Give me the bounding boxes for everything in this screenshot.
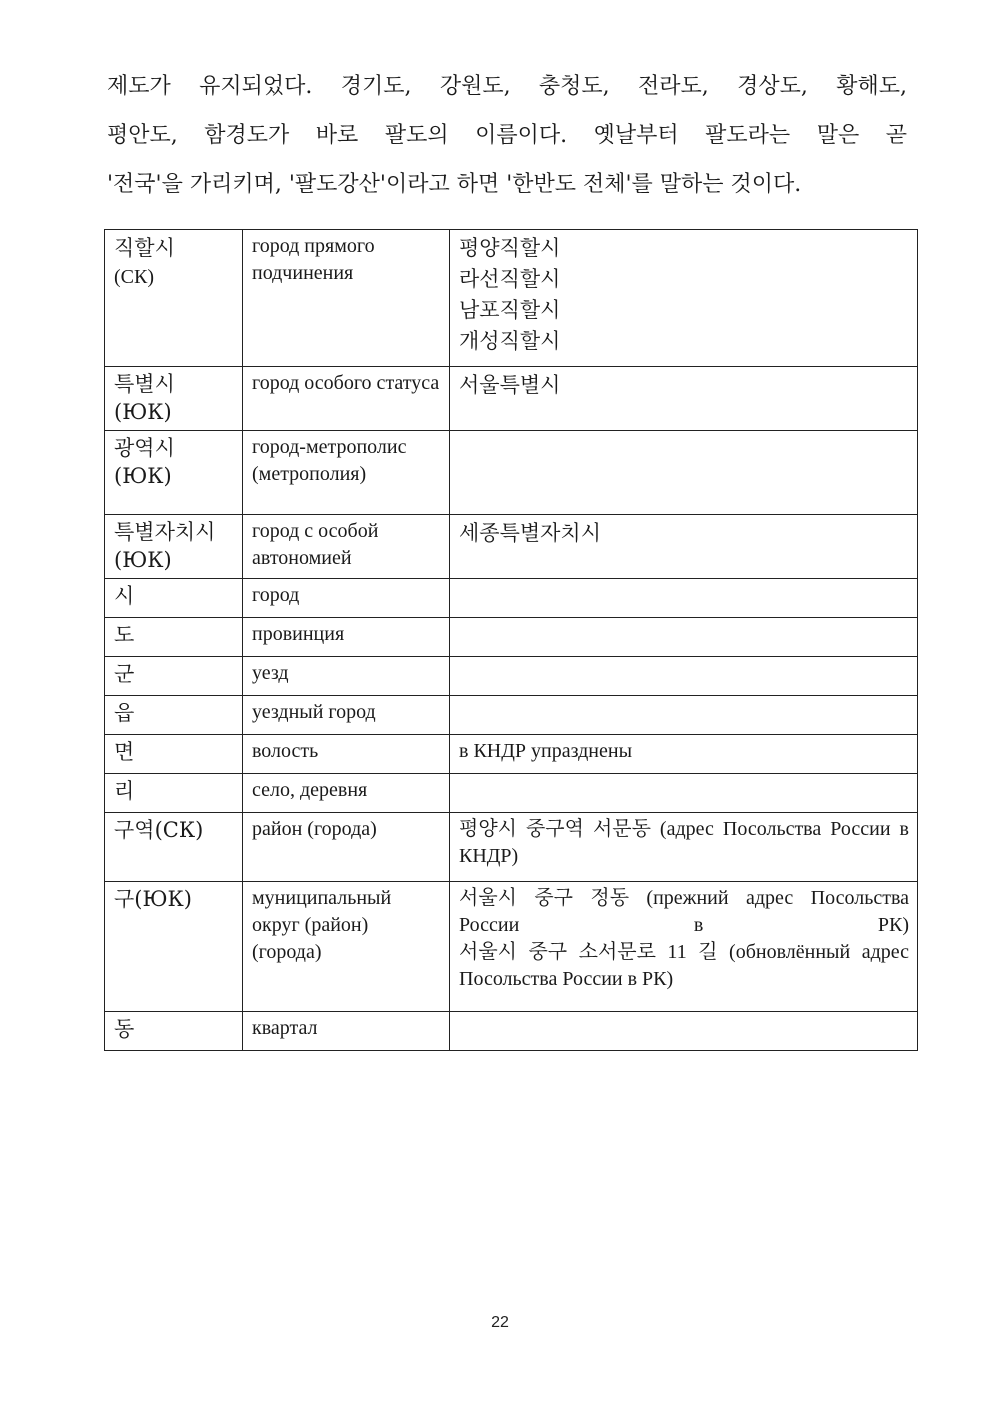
meaning-cell: волость bbox=[243, 735, 450, 774]
example-line: 서울시 중구 소서문로 11 길 (обновлённый адрес Посольства России в РК) bbox=[459, 941, 909, 990]
example-line: 개성직할시 bbox=[459, 329, 561, 353]
term-suffix: (СК) bbox=[114, 266, 154, 288]
examples-cell bbox=[450, 774, 918, 813]
intro-line: 평안도, 함경도가 바로 팔도의 이름이다. 옛날부터 팔도라는 말은 곧 bbox=[107, 123, 907, 148]
example-line: 서울시 중구 정동 (прежний адрес Посольства России в РК) bbox=[459, 887, 909, 936]
term-cell: 특별자치시 (ЮК) bbox=[105, 515, 243, 579]
examples-cell bbox=[450, 882, 918, 1012]
term-cell: 동 bbox=[105, 1012, 243, 1051]
term-cell: 광역시 (ЮК) bbox=[105, 431, 243, 515]
meaning-cell: провинция bbox=[243, 618, 450, 657]
intro-line: '전국'을 가리키며, '팔도강산'이라고 하면 '한반도 전체'를 말하는 것이다. bbox=[107, 172, 802, 197]
term-korean: 직할시 bbox=[114, 236, 175, 260]
meaning-cell: город прямого подчинения bbox=[243, 230, 450, 367]
example-line: в КНДР упразднены bbox=[459, 740, 633, 762]
examples-cell bbox=[450, 735, 918, 774]
table-row bbox=[105, 515, 918, 579]
meaning-cell: город с особой автономией bbox=[243, 515, 450, 579]
example-line: 서울특별시 bbox=[459, 373, 561, 397]
table-row bbox=[105, 618, 918, 657]
term-cell: 읍 bbox=[105, 696, 243, 735]
meaning-cell: город особого статуса bbox=[243, 367, 450, 431]
term-cell: 시 bbox=[105, 579, 243, 618]
examples-cell bbox=[450, 696, 918, 735]
intro-line: 제도가 유지되었다. 경기도, 강원도, 충청도, 전라도, 경상도, 황해도, bbox=[107, 74, 907, 99]
term-cell: 면 bbox=[105, 735, 243, 774]
table-row bbox=[105, 367, 918, 431]
term-cell: 리 bbox=[105, 774, 243, 813]
meaning-cell: село, деревня bbox=[243, 774, 450, 813]
table-row bbox=[105, 735, 918, 774]
term-cell bbox=[105, 230, 243, 367]
examples-cell bbox=[450, 579, 918, 618]
term-cell: 도 bbox=[105, 618, 243, 657]
meaning-cell: город bbox=[243, 579, 450, 618]
examples-cell bbox=[450, 431, 918, 515]
example-line: 남포직할시 bbox=[459, 298, 561, 322]
meaning-cell: район (города) bbox=[243, 813, 450, 882]
meaning-cell: город-метрополис (метрополия) bbox=[243, 431, 450, 515]
table-row bbox=[105, 774, 918, 813]
table-row bbox=[105, 657, 918, 696]
example-line: 평양직할시 bbox=[459, 236, 561, 260]
term-cell: 군 bbox=[105, 657, 243, 696]
intro-paragraph bbox=[107, 62, 907, 209]
term-cell: 특별시 (ЮК) bbox=[105, 367, 243, 431]
table-row bbox=[105, 696, 918, 735]
examples-cell bbox=[450, 367, 918, 431]
examples-cell bbox=[450, 813, 918, 882]
term-cell: 구(ЮК) bbox=[105, 882, 243, 1012]
examples-cell bbox=[450, 618, 918, 657]
table-row bbox=[105, 230, 918, 367]
example-line: 평양시 중구역 서문동 (адрес Посольства России в КНДР) bbox=[459, 818, 909, 867]
table-row bbox=[105, 1012, 918, 1051]
term-cell: 구역(СК) bbox=[105, 813, 243, 882]
table-row bbox=[105, 813, 918, 882]
meaning-cell: муниципальный округ (район) (города) bbox=[243, 882, 450, 1012]
administrative-divisions-table bbox=[104, 229, 918, 1051]
table-row bbox=[105, 882, 918, 1012]
page-number: 22 bbox=[491, 1314, 509, 1331]
examples-cell bbox=[450, 230, 918, 367]
meaning-cell: уездный город bbox=[243, 696, 450, 735]
meaning-cell: уезд bbox=[243, 657, 450, 696]
examples-cell bbox=[450, 657, 918, 696]
example-line: 라선직할시 bbox=[459, 267, 561, 291]
meaning-cell: квартал bbox=[243, 1012, 450, 1051]
table-row bbox=[105, 579, 918, 618]
example-line: 세종특별자치시 bbox=[459, 521, 602, 545]
examples-cell bbox=[450, 515, 918, 579]
table-row bbox=[105, 431, 918, 515]
examples-cell bbox=[450, 1012, 918, 1051]
